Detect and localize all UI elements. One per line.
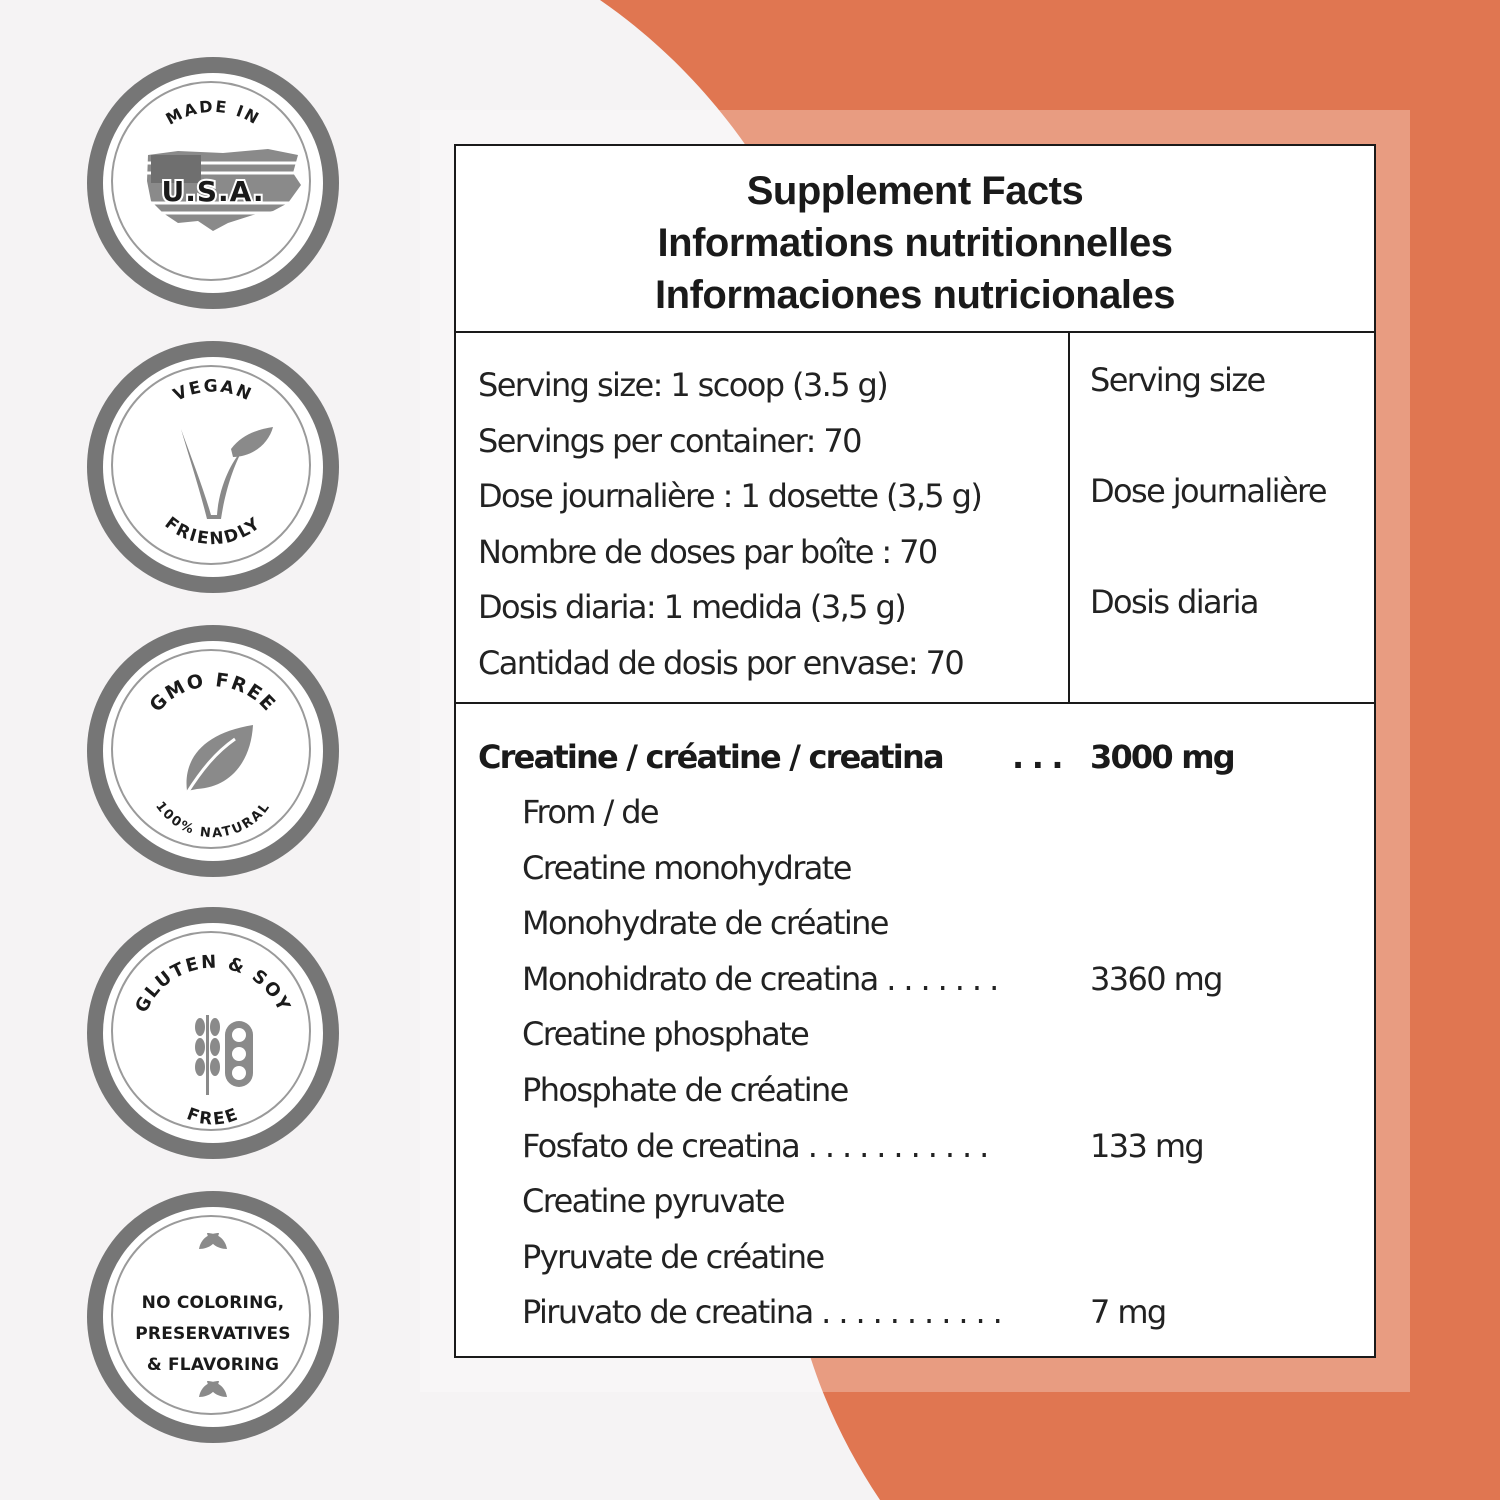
badge-bottom-text: FRIENDLY xyxy=(160,513,266,550)
serving-label: Dosis diaria xyxy=(1090,583,1258,621)
gluten-soy-free-badge xyxy=(87,907,339,1159)
ingredient-line: Piruvato de creatina . . . . . . . . . . . 7 mg xyxy=(478,1285,1374,1341)
serving-label: Serving size xyxy=(1090,361,1265,399)
leaf-icon xyxy=(103,641,323,861)
ingredient-amount: 7 mg xyxy=(1090,1293,1166,1332)
sprout-v-icon xyxy=(103,357,323,577)
serving-line: Cantidad de dosis por envase: 70 xyxy=(478,643,964,682)
main-ingredient-amount: 3000 mg xyxy=(1090,738,1234,776)
ingredient-line: Fosfato de creatina . . . . . . . . . . . 133 mg xyxy=(478,1119,1374,1175)
serving-line: Servings per container: 70 xyxy=(478,421,861,460)
serving-info-left xyxy=(456,333,1070,702)
badge-top-text: VEGAN xyxy=(170,376,256,406)
serving-line: Nombre de doses par boîte : 70 xyxy=(478,532,937,571)
no-coloring-line-3: & FLAVORING xyxy=(146,1355,280,1375)
made-in-usa-badge xyxy=(87,57,339,309)
no-coloring-badge xyxy=(87,1191,339,1443)
serving-label: Dose journalière xyxy=(1090,472,1326,510)
badge-top-text: MADE IN xyxy=(162,96,264,129)
serving-info-block xyxy=(456,333,1374,704)
no-coloring-line-2: PRESERVATIVES xyxy=(135,1324,291,1344)
serving-line: Serving size: 1 scoop (3.5 g) xyxy=(478,366,888,404)
badge-bottom-text: FREE xyxy=(184,1104,242,1130)
facts-title-en: Supplement Facts xyxy=(746,169,1084,213)
no-coloring-text xyxy=(103,1288,323,1381)
facts-title-fr: Informations nutritionnelles xyxy=(657,221,1173,265)
serving-line: Dosis diaria: 1 medida (3,5 g) xyxy=(478,588,906,627)
wheat-soy-icon xyxy=(103,923,323,1143)
ingredient-amount: 3360 mg xyxy=(1090,959,1222,998)
serving-info-right xyxy=(1070,333,1374,702)
supplement-facts-panel xyxy=(454,144,1376,1358)
ingredient-line: Creatine phosphate xyxy=(522,1015,809,1054)
ingredient-amount: 133 mg xyxy=(1090,1126,1204,1165)
badge-bottom-text: 100% NATURAL xyxy=(152,798,274,842)
gmo-free-badge xyxy=(87,625,339,877)
serving-line: Dose journalière : 1 dosette (3,5 g) xyxy=(478,477,982,516)
ingredient-line: Phosphate de créatine xyxy=(522,1070,848,1109)
facts-title-es: Informaciones nutricionales xyxy=(655,273,1175,317)
vegan-friendly-badge xyxy=(87,341,339,593)
ingredient-line: Monohidrato de creatina . . . . . . . 3360 mg xyxy=(478,952,1374,1008)
facts-title-block xyxy=(456,146,1374,333)
usa-flag-map-icon xyxy=(103,73,323,293)
main-ingredient-name: Creatine / créatine / creatina xyxy=(478,738,943,776)
ingredient-line: From / de xyxy=(522,793,659,831)
ingredient-line: Monohydrate de créatine xyxy=(522,904,888,943)
no-coloring-line-1: NO COLORING, xyxy=(141,1293,285,1313)
ingredients-block xyxy=(456,704,1374,1341)
main-ingredient-row xyxy=(478,730,1374,785)
badge-center-text: U.S.A. xyxy=(161,175,265,208)
ingredient-line: Creatine monohydrate xyxy=(522,848,851,887)
badge-top-text: GLUTEN & SOY xyxy=(131,951,295,1017)
ingredient-line: Pyruvate de créatine xyxy=(522,1237,824,1276)
badge-top-text: GMO FREE xyxy=(145,669,281,717)
ingredient-line: Creatine pyruvate xyxy=(522,1182,784,1221)
main-ingredient-dots: . . . xyxy=(1012,738,1062,776)
